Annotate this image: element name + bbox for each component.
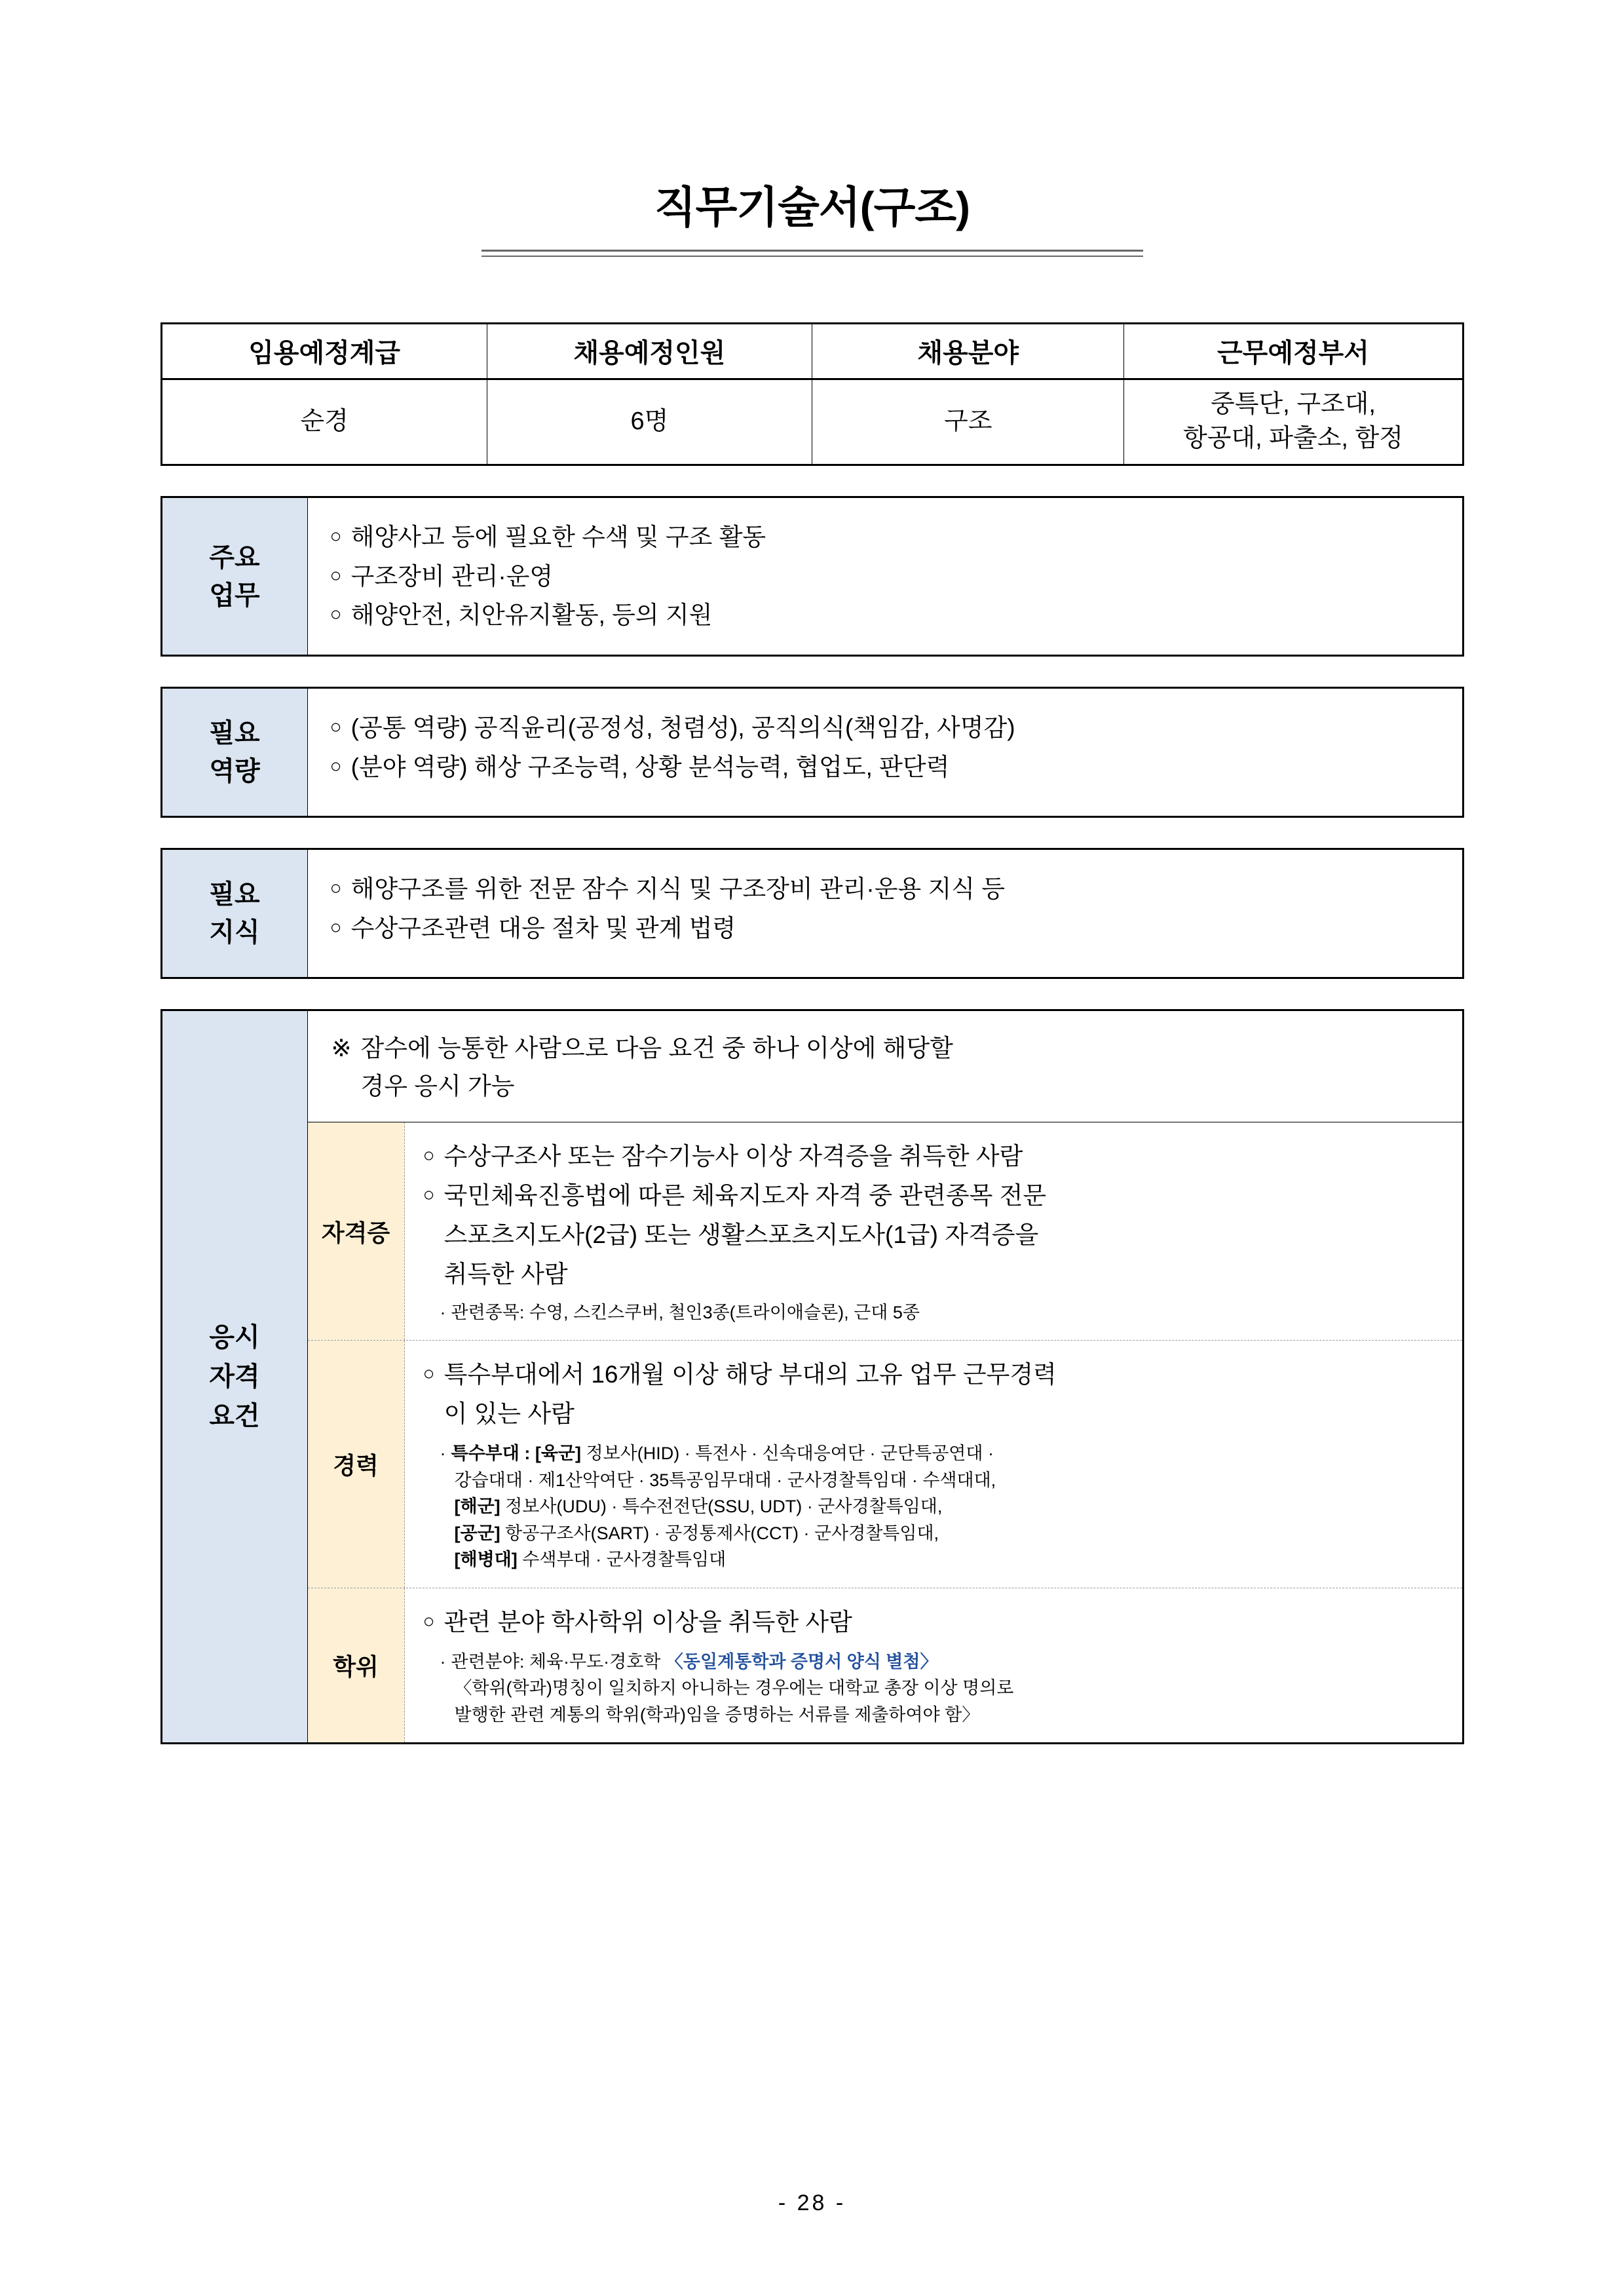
circle-bullet-icon: ○ [423, 1145, 435, 1167]
circle-bullet-icon: ○ [423, 1184, 435, 1206]
section-body-required-knowledge [308, 850, 1462, 977]
list-item [423, 1603, 1443, 1642]
airforce-tag: [공군] [454, 1523, 500, 1543]
section-label-line1: 응시 [209, 1323, 260, 1352]
page-number: - 28 - [778, 2191, 846, 2215]
degree-note-line1: 〈학위(학과)명칭이 일치하지 아니하는 경우에는 대학교 총장 이상 명의로 [454, 1678, 1014, 1698]
airforce-units: 항공구조사(SART) · 공정통제사(CCT) · 군사경찰특임대, [505, 1523, 939, 1543]
list-item-text: 관련 분야 학사학위 이상을 취득한 사람 [444, 1608, 852, 1636]
list-item [330, 909, 1440, 948]
list-item [330, 518, 1440, 557]
circle-bullet-icon: ○ [330, 877, 342, 900]
degree-sub-notes [423, 1649, 1443, 1729]
army-units-cont: 강습대대 · 제1산악여단 · 35특공임무대대 · 군사경찰특임대 · 수색대대, [454, 1470, 996, 1490]
section-label-line1: 필요 [209, 880, 260, 909]
list-item-text: 해양사고 등에 필요한 수색 및 구조 활동 [350, 523, 766, 550]
circle-bullet-icon: ○ [330, 756, 342, 778]
middot-icon: · [440, 1302, 446, 1322]
cert-line1: 국민체육진흥법에 따른 체육지도자 자격 중 관련종목 전문 [444, 1182, 1047, 1210]
navy-line [440, 1493, 1443, 1520]
list-item [330, 596, 1440, 635]
list-item [330, 708, 1440, 748]
middot-icon: · [440, 1651, 446, 1672]
section-label-line2: 업무 [209, 581, 260, 610]
section-required-competency [161, 687, 1464, 818]
list-item-text: 수상구조사 또는 잠수기능사 이상 자격증을 취득한 사람 [444, 1143, 1023, 1170]
section-label-line1: 필요 [209, 719, 260, 748]
eligibility-row-label-experience: 경력 [308, 1341, 405, 1587]
cell-headcount: 6명 [487, 379, 812, 465]
list-item-text [444, 1176, 1443, 1294]
marine-units: 수색부대 · 군사경찰특임대 [522, 1550, 727, 1570]
circle-bullet-icon: ○ [330, 603, 342, 626]
section-label-line1: 주요 [209, 543, 260, 572]
list-item-text: 해양안전, 치안유지활동, 등의 지원 [350, 602, 713, 629]
title-block [157, 0, 1467, 257]
section-label-main-duties [162, 498, 308, 655]
middot-icon: · [440, 1444, 446, 1464]
army-tag: [육군] [535, 1444, 581, 1464]
col-header-field: 채용분야 [812, 323, 1124, 379]
section-label-line3: 요건 [209, 1402, 260, 1431]
section-main-duties [161, 496, 1464, 657]
marine-line [440, 1546, 1443, 1573]
list-item-text: (분야 역량) 해상 구조능력, 상황 분석능력, 협업도, 판단력 [350, 754, 950, 781]
navy-units: 정보사(UDU) · 특수전전단(SSU, UDT) · 군사경찰특임대, [505, 1497, 943, 1517]
eligibility-row-body-experience [405, 1341, 1462, 1587]
cell-rank: 순경 [161, 379, 487, 465]
list-item-text: 수상구조관련 대응 절차 및 관계 법령 [350, 915, 736, 942]
col-header-headcount: 채용예정인원 [487, 323, 812, 379]
section-eligibility-requirements [161, 1009, 1464, 1744]
eligibility-row-label-certificate: 자격증 [308, 1122, 405, 1340]
cell-department [1124, 379, 1463, 465]
eligibility-note-line1: 잠수에 능통한 사람으로 다음 요건 중 하나 이상에 해당할 [360, 1035, 953, 1062]
list-item [423, 1176, 1443, 1294]
circle-bullet-icon: ○ [330, 525, 342, 547]
section-label-line2: 자격 [209, 1362, 260, 1392]
certificate-sub-note [423, 1299, 1443, 1326]
circle-bullet-icon: ○ [330, 564, 342, 586]
cell-department-line1: 중특단, 구조대, [1211, 391, 1376, 419]
section-label-required-competency [162, 689, 308, 816]
table-header-row [161, 323, 1463, 379]
title-double-rule [482, 250, 1143, 257]
title-rule-top [482, 250, 1143, 252]
list-item [330, 557, 1440, 596]
degree-attachment-link[interactable]: 〈동일계통학과 증명서 양식 별첨〉 [665, 1651, 938, 1672]
table-row [161, 379, 1463, 465]
special-forces-label: 특수부대 : [451, 1444, 531, 1464]
section-body-main-duties [308, 498, 1462, 655]
degree-field-text: 관련분야: 체육·무도·경호학 [451, 1651, 661, 1672]
eligibility-row-certificate [308, 1122, 1462, 1341]
title-rule-bottom [482, 256, 1143, 257]
eligibility-row-body-certificate [405, 1122, 1462, 1340]
section-required-knowledge [161, 848, 1464, 979]
certificate-sub-note-text: 관련종목: 수영, 스킨스쿠버, 철인3종(트라이애슬론), 근대 5종 [451, 1302, 920, 1322]
special-forces-line [440, 1440, 1443, 1467]
eligibility-note [308, 1011, 1462, 1122]
circle-bullet-icon: ○ [330, 716, 342, 738]
eligibility-content [308, 1011, 1462, 1742]
section-body-required-competency [308, 689, 1462, 816]
experience-line1: 특수부대에서 16개월 이상 해당 부대의 고유 업무 근무경력 [444, 1361, 1057, 1388]
list-item-text: 해양구조를 위한 전문 잠수 지식 및 구조장비 관리·운용 지식 등 [350, 875, 1006, 903]
eligibility-row-experience [308, 1341, 1462, 1588]
circle-bullet-icon: ○ [330, 917, 342, 939]
list-item [330, 748, 1440, 787]
special-forces-detail [423, 1440, 1443, 1573]
list-item [423, 1137, 1443, 1176]
cell-department-line2: 항공대, 파출소, 함정 [1183, 424, 1403, 452]
list-item [423, 1355, 1443, 1434]
airforce-line [440, 1520, 1443, 1547]
eligibility-row-body-degree [405, 1588, 1462, 1742]
section-label-line2: 지식 [209, 918, 260, 947]
list-item-text: 구조장비 관리·운영 [350, 562, 554, 590]
army-units: 정보사(HID) · 특전사 · 신속대응여단 · 군단특공연대 · [586, 1444, 994, 1464]
section-label-required-knowledge [162, 850, 308, 977]
circle-bullet-icon: ○ [423, 1363, 435, 1385]
section-label-line2: 역량 [209, 757, 260, 786]
page-title: 직무기술서(구조) [654, 183, 970, 231]
list-item [330, 870, 1440, 909]
eligibility-note-text [361, 1029, 953, 1105]
cert-line2: 스포츠지도사(2급) 또는 생활스포츠지도사(1급) 자격증을 [444, 1221, 1039, 1248]
circle-bullet-icon: ○ [423, 1610, 435, 1632]
navy-tag: [해군] [454, 1497, 500, 1517]
col-header-rank: 임용예정계급 [161, 323, 487, 379]
experience-line2: 이 있는 사람 [444, 1400, 575, 1428]
degree-note-line2: 발행한 관련 계통의 학위(학과)임을 증명하는 서류를 제출하여야 함〉 [454, 1704, 980, 1725]
list-item-text: (공통 역량) 공직윤리(공정성, 청렴성), 공직의식(책임감, 사명감) [350, 714, 1015, 742]
col-header-department: 근무예정부서 [1124, 323, 1463, 379]
degree-field-line [440, 1649, 1443, 1675]
marine-tag: [해병대] [454, 1550, 518, 1570]
eligibility-row-degree [308, 1588, 1462, 1742]
section-label-eligibility [162, 1011, 308, 1742]
recruitment-info-table [161, 322, 1464, 466]
cell-field: 구조 [812, 379, 1124, 465]
eligibility-row-label-degree: 학위 [308, 1588, 405, 1742]
reference-mark-icon: ※ [331, 1035, 352, 1062]
cert-line3: 취득한 사람 [444, 1260, 568, 1288]
list-item-text [444, 1355, 1443, 1434]
eligibility-note-line2: 경우 응시 가능 [360, 1072, 515, 1100]
